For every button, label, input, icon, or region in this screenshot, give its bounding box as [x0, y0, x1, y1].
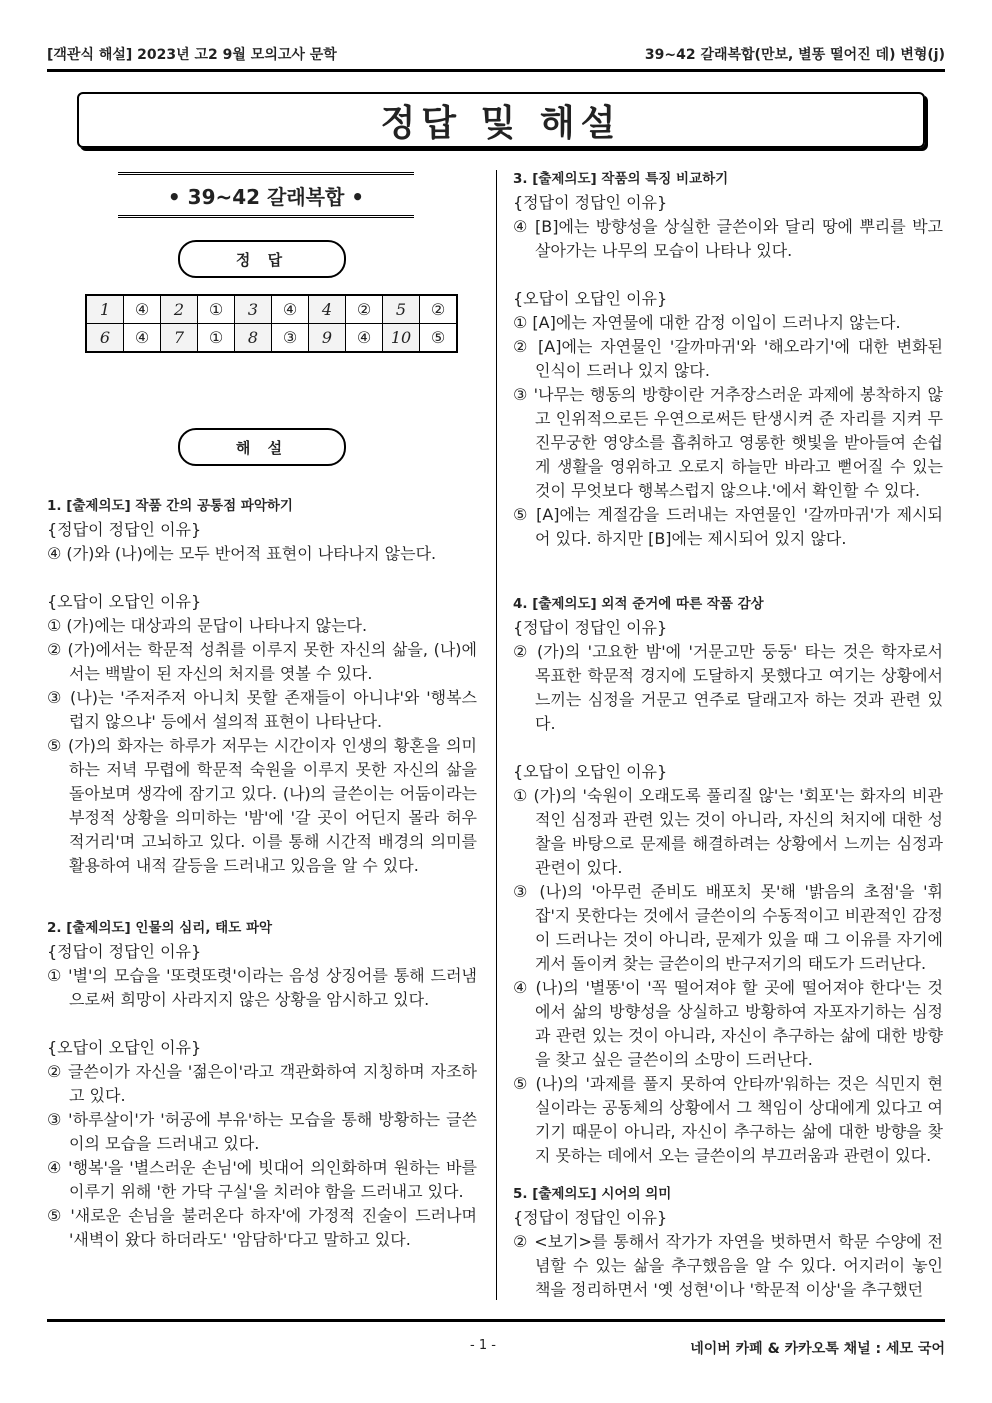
answer-value: ⑤ — [420, 324, 458, 353]
question-3 — [513, 167, 943, 551]
question-title: 2. [출제의도] 인물의 심리, 태도 파악 — [47, 920, 273, 936]
answer-value: ② — [346, 295, 383, 324]
answer-number: 1 — [86, 295, 124, 324]
correct-heading: {정답이 정답인 이유} — [47, 942, 202, 961]
header-rule — [47, 69, 945, 72]
wrong-option: ③ '나무는 행동의 방향이란 거추장스러운 과제에 봉착하지 않고 인위적으로든 우연으로써든 탄생시켜 준 자리를 지켜 무진무궁한 영양소를 흡취하고 영롱한 햇빛을 받아들여 손쉽게 생활을 영위하고 오로지 하늘만 바라고 뻗어질 수 있는 것이 무엇보다 행복스럽지 않으냐.'에서 확인할 수 있다. — [513, 385, 943, 500]
answer-number: 4 — [309, 295, 346, 324]
page-number: - 1 - — [470, 1338, 496, 1353]
wrong-heading: {오답이 오답인 이유} — [513, 289, 668, 308]
wrong-option: ④ (나)의 '별똥'이 '꼭 떨어져야 할 곳에 떨어져야 한다'는 것에서 삶의 방향성을 상실하고 방황하여 자포자기하는 심정과 관련 있는 것이 아니라, 자신이 추구하는 삶에 대한 방향을 찾고 싶은 글쓴이의 소망이 드러난다. — [513, 978, 943, 1069]
wrong-option: ⑤ '새로운 손님을 불러온다 하자'에 가정적 진술이 드러나며 '새벽이 왔다 하더라도' '암담하'다고 말하고 있다. — [47, 1206, 477, 1249]
answer-number: 7 — [161, 324, 198, 353]
correct-heading: {정답이 정답인 이유} — [513, 618, 668, 637]
answer-number: 3 — [235, 295, 272, 324]
wrong-option: ⑤ (가)의 화자는 하루가 저무는 시간이자 인생의 황혼을 의미하는 저녁 무렵에 학문적 숙원을 이루지 못한 자신의 삶을 돌아보며 생각에 잠기고 있다. (나)의 글쓴이는 어둠이라는 부정적 상황을 의미하는 '밤'에 '갈 곳이 어딘지 몰라 허우적거리'며 고뇌하고 있다. 이를 통해 시간적 배경의 의미를 활용하여 내적 갈등을 드러내고 있음을 알 수 있다. — [47, 736, 477, 875]
wrong-heading: {오답이 오답인 이유} — [47, 1038, 202, 1057]
question-2 — [47, 916, 477, 1252]
answer-number: 8 — [235, 324, 272, 353]
correct-option: ② (가)의 '고요한 밤'에 '거문고만 둥둥' 타는 것은 학자로서 목표한 학문적 경지에 도달하지 못했다고 여기는 상황에서 느끼는 심정을 거문고 연주로 달래고자 하는 것과 관련 있다. — [513, 642, 943, 733]
question-title: 5. [출제의도] 시어의 의미 — [513, 1186, 672, 1202]
wrong-option: ④ '행복'을 '별스러운 손님'에 빗대어 의인화하며 원하는 바를 이루기 위해 '한 가닥 구실'을 치러야 함을 드러내고 있다. — [47, 1158, 477, 1201]
column-divider — [496, 170, 497, 1300]
answer-value: ① — [198, 324, 235, 353]
section-banner: • 39~42 갈래복합 • — [118, 172, 414, 218]
question-title: 4. [출제의도] 외적 준거에 따른 작품 감상 — [513, 596, 764, 612]
footer-rule — [47, 1319, 945, 1322]
answer-value: ② — [420, 295, 458, 324]
header-left: [객관식 해설] 2023년 고2 9월 모의고사 문학 — [47, 47, 337, 63]
header-right: 39~42 갈래복합(만보, 별똥 떨어진 데) 변형(j) — [644, 47, 945, 63]
answer-label: 정 답 — [178, 240, 346, 278]
answer-value: ① — [198, 295, 235, 324]
explanation-label: 해 설 — [178, 428, 346, 466]
wrong-option: ⑤ (나)의 '과제를 풀지 못하여 안타까'워하는 것은 식민지 현실이라는 공동체의 상황에서 그 책임이 상대에게 있다고 여기기 때문이 아니라, 자신이 추구하는 삶에 대한 방향을 찾지 못하는 데에서 오는 글쓴이의 부끄러움과 관련이 있다. — [513, 1074, 943, 1165]
wrong-option: ③ '하루살이'가 '허공에 부유'하는 모습을 통해 방황하는 글쓴이의 모습을 드러내고 있다. — [47, 1110, 477, 1153]
answer-number: 6 — [86, 324, 124, 353]
correct-option: ④ [B]에는 방향성을 상실한 글쓴이와 달리 땅에 뿌리를 박고 살아가는 나무의 모습이 나타나 있다. — [513, 217, 943, 260]
wrong-option: ① [A]에는 자연물에 대한 감정 이입이 드러나지 않는다. — [513, 313, 901, 332]
wrong-option: ① (가)에는 대상과의 문답이 나타나지 않는다. — [47, 616, 368, 635]
wrong-option: ① (가)의 '숙원이 오래도록 풀리질 않'는 '회포'는 화자의 비관적인 심정과 관련 있는 것이 아니라, 자신의 처지에 대한 성찰을 바탕으로 문제를 해결하려는 상황에서 느끼는 심정과 관련이 있다. — [513, 786, 943, 877]
correct-heading: {정답이 정답인 이유} — [513, 1208, 668, 1227]
wrong-option: ② [A]에는 자연물인 '갈까마귀'와 '해오라기'에 대한 변화된 인식이 드러나 있지 않다. — [513, 337, 943, 380]
answer-value: ④ — [124, 324, 161, 353]
question-4 — [513, 592, 943, 1168]
answer-number: 2 — [161, 295, 198, 324]
answer-value: ④ — [272, 295, 309, 324]
wrong-option: ② (가)에서는 학문적 성취를 이루지 못한 자신의 삶을, (나)에서는 백발이 된 자신의 처지를 엿볼 수 있다. — [47, 640, 477, 683]
correct-heading: {정답이 정답인 이유} — [513, 193, 668, 212]
question-title: 3. [출제의도] 작품의 특징 비교하기 — [513, 171, 729, 187]
footer-credit: 네이버 카페 & 카카오톡 채널 : 세모 국어 — [690, 1341, 945, 1357]
question-1 — [47, 494, 477, 878]
correct-heading: {정답이 정답인 이유} — [47, 520, 202, 539]
correct-option: ④ (가)와 (나)에는 모두 반어적 표현이 나타나지 않는다. — [47, 544, 437, 563]
wrong-option: ⑤ [A]에는 계절감을 드러내는 자연물인 '갈까마귀'가 제시되어 있다. 하지만 [B]에는 제시되어 있지 않다. — [513, 505, 943, 548]
answer-value: ④ — [124, 295, 161, 324]
wrong-option: ③ (나)는 '주저주저 아니치 못할 존재들이 아니냐'와 '행복스럽지 않으냐' 등에서 설의적 표현이 나타난다. — [47, 688, 477, 731]
answer-table — [85, 294, 458, 353]
answer-number: 10 — [383, 324, 420, 353]
question-5 — [513, 1182, 943, 1302]
wrong-option: ③ (나)의 '아무런 준비도 배포치 못'해 '밝음의 초점'을 '휘잡'지 못한다는 것에서 글쓴이의 수동적이고 비관적인 감정이 드러나는 것이 아니라, 문제가 있을 때 그 이유를 자기에게서 돌이켜 찾는 글쓴이의 반구저기의 태도가 드러난다. — [513, 882, 943, 973]
wrong-option: ② 글쓴이가 자신을 '젊은이'라고 객관화하여 지칭하며 자조하고 있다. — [47, 1062, 477, 1105]
correct-option: ② <보기>를 통해서 작가가 자연을 벗하면서 학문 수양에 전념할 수 있는 삶을 추구했음을 알 수 있다. 어지러이 놓인 책을 정리하면서 '옛 성현'이나 '학문적 이상'을 추구했던 — [513, 1232, 943, 1299]
wrong-heading: {오답이 오답인 이유} — [513, 762, 668, 781]
answer-number: 5 — [383, 295, 420, 324]
page-title: 정답 및 해설 — [77, 92, 925, 148]
answer-value: ④ — [346, 324, 383, 353]
question-title: 1. [출제의도] 작품 간의 공통점 파악하기 — [47, 498, 293, 514]
answer-row-1 — [86, 295, 457, 324]
answer-value: ③ — [272, 324, 309, 353]
answer-row-2 — [86, 324, 457, 353]
answer-number: 9 — [309, 324, 346, 353]
wrong-heading: {오답이 오답인 이유} — [47, 592, 202, 611]
correct-option: ① '별'의 모습을 '또렷또렷'이라는 음성 상징어를 통해 드러냄으로써 희망이 사라지지 않은 상황을 암시하고 있다. — [47, 966, 477, 1009]
